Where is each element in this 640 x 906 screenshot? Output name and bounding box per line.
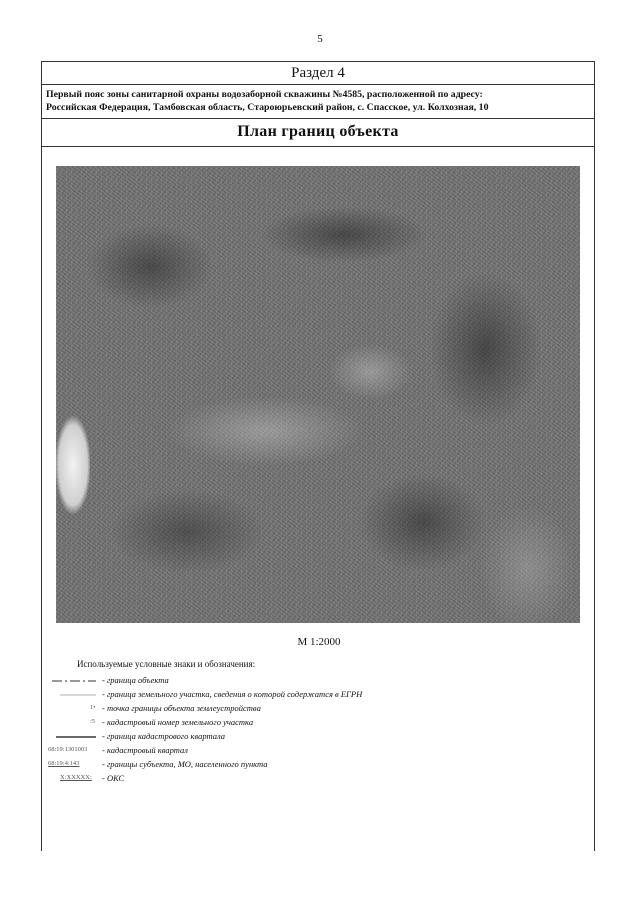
legend-item-label: - граница земельного участка, сведения о которой содержатся в ЕГРН xyxy=(102,689,363,699)
legend-item xyxy=(42,744,596,758)
legend-item xyxy=(42,674,596,688)
legend-item-label: - точка границы объекта землеустройства xyxy=(102,703,261,713)
zone-description-line-2: Российская Федерация, Тамбовская область, Староюрьевский район, с. Спасское, ул. Колхозная, 10 xyxy=(46,102,489,113)
subject-boundary-symbol: 68:19:4:143 xyxy=(48,760,80,767)
legend-item-label: - кадастровый квартал xyxy=(102,745,188,755)
building-highlight xyxy=(56,407,90,523)
cadastral-quarter-symbol: 68:19:1301003 xyxy=(48,746,88,753)
map-scale: М 1:2000 xyxy=(297,636,341,648)
legend-item-label: - границы субъекта, МО, населенного пункта xyxy=(102,759,268,769)
section-title: Раздел 4 xyxy=(42,62,594,85)
legend-item-label: - граница кадастрового квартала xyxy=(102,731,226,741)
legend-item-label: - кадастровый номер земельного участка xyxy=(102,717,254,727)
zone-description-line-1: Первый пояс зоны санитарной охраны водозаборной скважины №4585, расположенной по адресу: xyxy=(46,89,483,100)
legend-item xyxy=(42,702,596,716)
legend-item xyxy=(42,758,596,772)
thick-line-icon xyxy=(50,730,98,744)
aerial-photo-map xyxy=(56,166,580,623)
dash-dot-line-icon xyxy=(50,674,98,688)
cadastral-number-symbol: :5 xyxy=(90,718,96,725)
legend xyxy=(42,674,596,786)
thin-line-icon xyxy=(50,688,98,702)
legend-item xyxy=(42,772,596,786)
legend-item xyxy=(42,716,596,730)
oks-symbol: Х:ХХХХХ: xyxy=(60,774,92,781)
zone-description xyxy=(42,85,594,119)
boundary-point-icon: 1• xyxy=(90,704,96,711)
legend-item xyxy=(42,730,596,744)
legend-title: Используемые условные знаки и обозначения: xyxy=(77,659,256,669)
plan-title: План границ объекта xyxy=(42,119,594,147)
document-frame xyxy=(41,61,595,851)
page-number: 5 xyxy=(317,33,323,45)
legend-item xyxy=(42,688,596,702)
legend-item-label: - граница объекта xyxy=(102,675,169,685)
legend-item-label: - ОКС xyxy=(102,773,125,783)
